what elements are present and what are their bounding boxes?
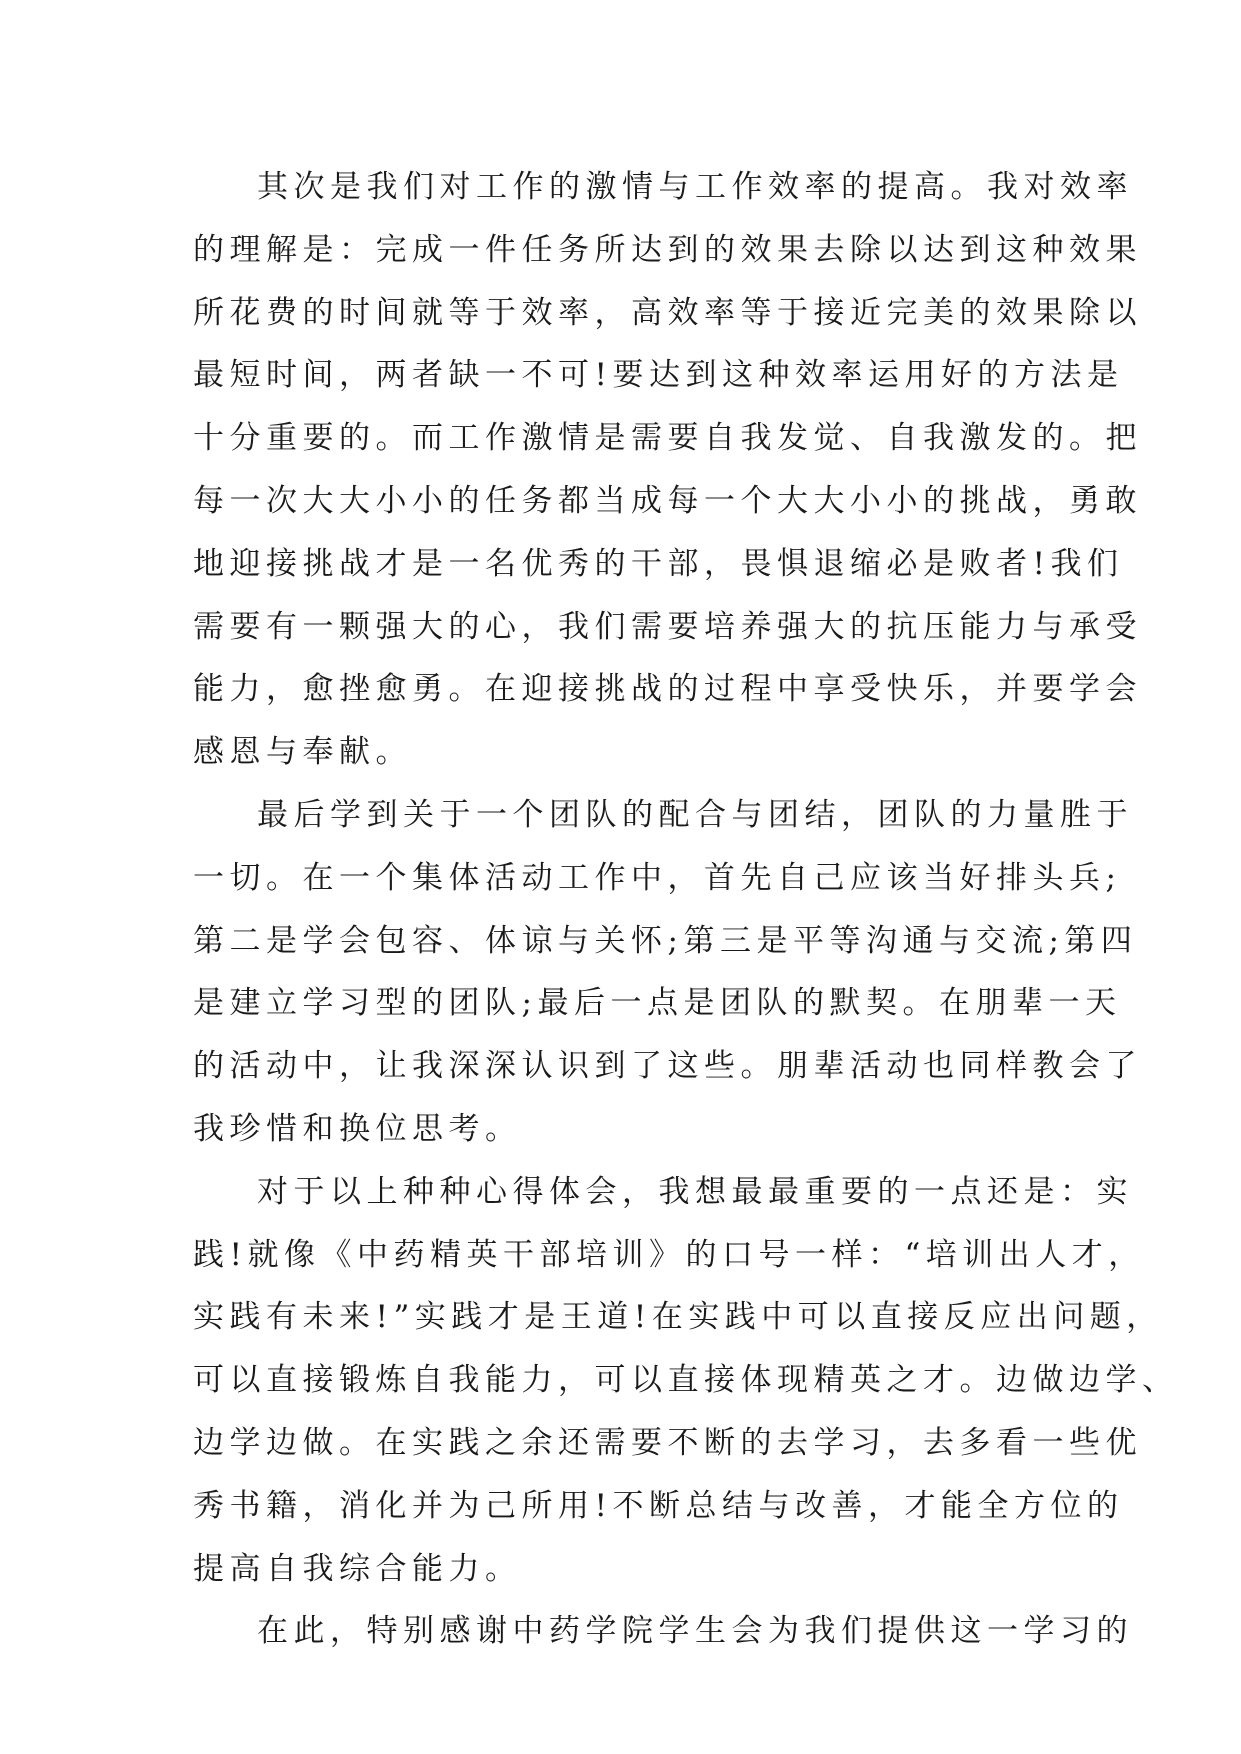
text-line: 地迎接挑战才是一名优秀的干部，畏惧退缩必是败者!我们 [193,545,1124,582]
text-line: 感恩与奉献。 [193,734,412,771]
text-line: 第二是学会包容、体谅与关怀;第三是平等沟通与交流;第四 [193,922,1138,959]
text-line: 实践有未来!”实践才是王道!在实践中可以直接反应出问题， [193,1299,1163,1336]
text-line: 一切。在一个集体活动工作中，首先自己应该当好排头兵; [193,859,1122,896]
text-line: 需要有一颗强大的心，我们需要培养强大的抗压能力与承受 [193,608,1142,645]
text-line: 秀书籍，消化并为己所用!不断总结与改善，才能全方位的 [193,1487,1124,1524]
text-line: 提高自我综合能力。 [193,1550,522,1587]
text-line: 所花费的时间就等于效率，高效率等于接近完美的效果除以 [193,294,1142,331]
text-line: 边学边做。在实践之余还需要不断的去学习，去多看一些优 [193,1424,1142,1461]
text-line: 对于以上种种心得体会，我想最最重要的一点还是：实 [257,1173,1133,1210]
text-line: 最短时间，两者缺一不可!要达到这种效率运用好的方法是 [193,357,1124,394]
text-line: 十分重要的。而工作激情是需要自我发觉、自我激发的。把 [193,420,1142,457]
text-line: 践!就像《中药精英干部培训》的口号一样：“培训出人才， [193,1236,1145,1273]
text-line: 其次是我们对工作的激情与工作效率的提高。我对效率 [257,169,1133,205]
text-line: 的活动中，让我深深认识到了这些。朋辈活动也同样教会了 [193,1048,1142,1085]
text-line: 每一次大大小小的任务都当成每一个大大小小的挑战，勇敢 [193,482,1142,519]
text-line: 是建立学习型的团队;最后一点是团队的默契。在朋辈一天 [193,985,1122,1022]
text-line: 的理解是：完成一件任务所达到的效果去除以达到这种效果 [193,231,1142,268]
document-body [193,156,1179,1663]
text-line: 能力，愈挫愈勇。在迎接挑战的过程中享受快乐，并要学会 [193,671,1142,708]
text-line: 最后学到关于一个团队的配合与团结，团队的力量胜于 [257,796,1133,833]
text-line: 在此，特别感谢中药学院学生会为我们提供这一学习的 [257,1613,1133,1650]
text-line: 可以直接锻炼自我能力，可以直接体现精英之才。边做边学、 [193,1362,1179,1399]
text-line: 我珍惜和换位思考。 [193,1110,522,1147]
